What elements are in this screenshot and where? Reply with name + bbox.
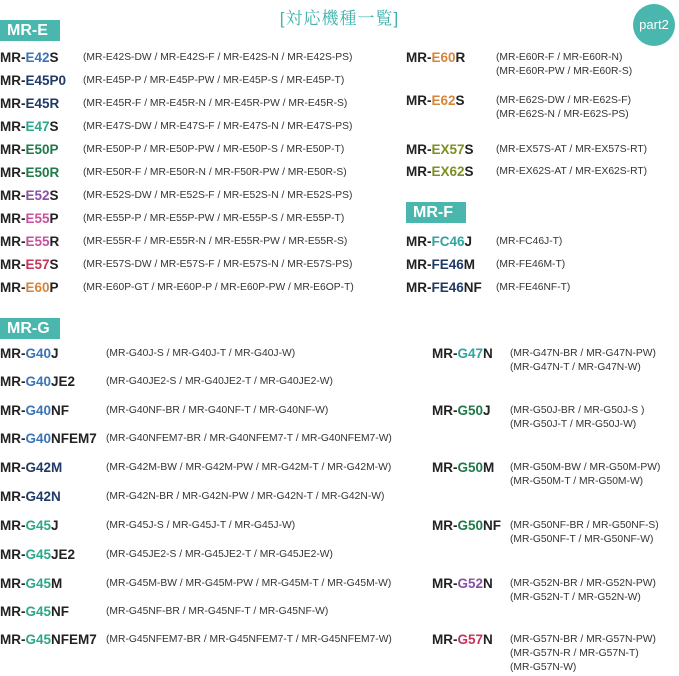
variant-line: (MR-G45NF-BR / MR-G45NF-T / MR-G45NF-W) — [106, 606, 329, 617]
variant-line: (MR-G50NF-T / MR-G50NF-W) — [510, 534, 654, 545]
model-number: E52 — [25, 188, 50, 203]
model-number: G52 — [457, 576, 484, 591]
model-name — [0, 165, 59, 180]
model-name — [0, 374, 75, 389]
model-suffix: M — [51, 576, 63, 591]
model-number: G40 — [25, 346, 52, 361]
model-prefix: MR- — [406, 142, 432, 157]
model-variants — [106, 461, 391, 475]
model-suffix: M — [463, 257, 476, 272]
model-suffix: S — [49, 119, 59, 134]
model-prefix: MR- — [0, 346, 26, 361]
model-number: E55 — [25, 234, 50, 249]
section-mr-g: MR-G — [0, 318, 60, 339]
model-suffix: P — [49, 280, 59, 295]
model-number: G45 — [25, 547, 52, 562]
variant-line: (MR-G40JE2-S / MR-G40JE2-T / MR-G40JE2-W) — [106, 376, 333, 387]
model-prefix: MR- — [0, 73, 26, 88]
section-mr-f: MR-F — [406, 202, 466, 223]
model-name — [432, 403, 491, 418]
model-name — [0, 604, 69, 619]
model-variants — [106, 519, 295, 533]
model-variants — [106, 633, 392, 647]
model-name — [432, 460, 494, 475]
model-name — [0, 73, 66, 88]
variant-line: (MR-G40NFEM7-BR / MR-G40NFEM7-T / MR-G40NFEM7-W) — [106, 433, 392, 444]
model-prefix: MR- — [0, 403, 26, 418]
model-variants — [83, 258, 352, 272]
model-suffix: S — [49, 188, 59, 203]
model-suffix: NFEM7 — [51, 431, 97, 446]
variant-line: (MR-G50M-BW / MR-G50M-PW) — [510, 462, 661, 473]
model-prefix: MR- — [0, 460, 26, 475]
model-name — [406, 50, 465, 65]
variant-line: (MR-E60P-GT / MR-E60P-P / MR-E60P-PW / MR-E6OP-T) — [83, 282, 354, 293]
model-prefix: MR- — [0, 632, 26, 647]
model-name — [0, 403, 69, 418]
model-prefix: MR- — [0, 119, 26, 134]
model-suffix: NF — [483, 518, 502, 533]
model-prefix: MR- — [432, 518, 458, 533]
model-name — [0, 346, 59, 361]
model-variants — [106, 432, 392, 446]
model-suffix: P — [49, 211, 59, 226]
model-prefix: MR- — [0, 96, 26, 111]
model-number: G47 — [457, 346, 484, 361]
variant-line: (MR-E55P-P / MR-E55P-PW / MR-E55P-S / MR-E55P-T) — [83, 213, 345, 224]
model-prefix: MR- — [406, 93, 432, 108]
model-name — [0, 257, 59, 272]
model-name — [0, 50, 59, 65]
variant-line: (MR-E50R-F / MR-E50R-N / MR-F50R-PW / MR-E50R-S) — [83, 167, 347, 178]
variant-line: (MR-G57N-W) — [510, 662, 577, 673]
model-suffix: NF — [463, 280, 482, 295]
variant-line: (MR-G45J-S / MR-G45J-T / MR-G45J-W) — [106, 520, 296, 531]
model-suffix: S — [464, 142, 474, 157]
model-name — [406, 164, 474, 179]
variant-line: (MR-EX62S-AT / MR-EX62S-RT) — [496, 166, 648, 177]
model-variants — [83, 212, 344, 226]
variant-line: (MR-FE46M-T) — [496, 259, 566, 270]
model-number: G42N — [25, 489, 61, 504]
model-name — [0, 119, 59, 134]
model-variants — [106, 577, 391, 591]
variant-line: (MR-G42M-BW / MR-G42M-PW / MR-G42M-T / MR-G42M-W) — [106, 462, 392, 473]
model-name — [0, 234, 59, 249]
model-suffix: S — [49, 257, 59, 272]
model-number: E60 — [25, 280, 50, 295]
model-name — [406, 234, 472, 249]
variant-line: (MR-FC46J-T) — [496, 236, 563, 247]
model-prefix: MR- — [0, 50, 26, 65]
model-name — [0, 518, 59, 533]
model-number: G42M — [25, 460, 63, 475]
model-number: E45R — [25, 96, 60, 111]
model-prefix: MR- — [0, 165, 26, 180]
model-prefix: MR- — [406, 257, 432, 272]
model-name — [0, 280, 59, 295]
model-prefix: MR- — [0, 188, 26, 203]
model-prefix: MR- — [432, 346, 458, 361]
model-name — [406, 280, 482, 295]
variant-line: (MR-E42S-DW / MR-E42S-F / MR-E42S-N / MR-E42S-PS) — [83, 52, 353, 63]
model-number: G50 — [457, 403, 484, 418]
model-variants — [510, 347, 656, 375]
model-name — [432, 632, 493, 647]
model-number: G50 — [457, 518, 484, 533]
model-suffix: N — [483, 576, 493, 591]
model-variants — [496, 143, 647, 157]
model-prefix: MR- — [406, 50, 432, 65]
model-name — [406, 142, 474, 157]
model-number: EX57 — [431, 142, 465, 157]
model-number: EX62 — [431, 164, 465, 179]
model-number: E60 — [431, 50, 456, 65]
model-variants — [496, 51, 632, 79]
model-variants — [510, 461, 660, 489]
model-variants — [83, 120, 352, 134]
model-variants — [496, 258, 565, 272]
model-name — [0, 211, 59, 226]
model-suffix: JE2 — [51, 547, 76, 562]
model-suffix: NFEM7 — [51, 632, 97, 647]
model-number: G40 — [25, 374, 52, 389]
model-prefix: MR- — [432, 403, 458, 418]
model-prefix: MR- — [432, 632, 458, 647]
model-suffix: R — [455, 50, 466, 65]
variant-line: (MR-E60R-F / MR-E60R-N) — [496, 52, 623, 63]
model-number: G50 — [457, 460, 484, 475]
model-suffix: J — [51, 518, 59, 533]
variant-line: (MR-G52N-T / MR-G52N-W) — [510, 592, 641, 603]
model-suffix: R — [49, 234, 60, 249]
model-variants — [106, 605, 328, 619]
variant-line: (MR-EX57S-AT / MR-EX57S-RT) — [496, 144, 648, 155]
model-suffix: J — [483, 403, 491, 418]
model-suffix: N — [483, 632, 493, 647]
model-prefix: MR- — [406, 164, 432, 179]
model-prefix: MR- — [0, 576, 26, 591]
model-variants — [496, 94, 631, 122]
model-variants — [510, 633, 656, 675]
model-number: G40 — [25, 403, 52, 418]
variant-line: (MR-G45M-BW / MR-G45M-PW / MR-G45M-T / MR-G45M-W) — [106, 578, 392, 589]
model-number: FE46 — [431, 257, 464, 272]
model-prefix: MR- — [432, 460, 458, 475]
model-variants — [106, 347, 295, 361]
variant-line: (MR-G47N-BR / MR-G47N-PW) — [510, 348, 656, 359]
variant-line: (MR-G50M-T / MR-G50M-W) — [510, 476, 644, 487]
model-variants — [83, 235, 347, 249]
model-number: G40 — [25, 431, 52, 446]
model-number: G45 — [25, 518, 52, 533]
model-variants — [510, 577, 656, 605]
model-number: G45 — [25, 632, 52, 647]
variant-line: (MR-G52N-BR / MR-G52N-PW) — [510, 578, 656, 589]
variant-line: (MR-E52S-DW / MR-E52S-F / MR-E52S-N / MR-E52S-PS) — [83, 190, 353, 201]
model-variants — [106, 490, 384, 504]
model-variants — [83, 166, 347, 180]
model-number: FC46 — [431, 234, 465, 249]
model-name — [0, 142, 59, 157]
model-prefix: MR- — [406, 234, 432, 249]
model-number: E55 — [25, 211, 50, 226]
model-number: E50P — [25, 142, 59, 157]
model-suffix: NF — [51, 403, 70, 418]
model-suffix: J — [464, 234, 473, 249]
section-mr-e: MR-E — [0, 20, 60, 41]
model-prefix: MR- — [0, 604, 26, 619]
model-number: E45P0 — [25, 73, 67, 88]
variant-line: (MR-G50NF-BR / MR-G50NF-S) — [510, 520, 659, 531]
variant-line: (MR-G57N-R / MR-G57N-T) — [510, 648, 639, 659]
model-number: E50R — [25, 165, 60, 180]
variant-line: (MR-G45JE2-S / MR-G45JE2-T / MR-G45JE2-W) — [106, 549, 333, 560]
variant-line: (MR-G47N-T / MR-G47N-W) — [510, 362, 641, 373]
variant-line: (MR-E62S-DW / MR-E62S-F) — [496, 95, 632, 106]
model-variants — [83, 97, 347, 111]
model-variants — [106, 548, 333, 562]
model-variants — [106, 404, 328, 418]
model-variants — [496, 281, 570, 295]
variant-line: (MR-E47S-DW / MR-E47S-F / MR-E47S-N / MR-E47S-PS) — [83, 121, 353, 132]
model-name — [406, 93, 465, 108]
variant-line: (MR-G57N-BR / MR-G57N-PW) — [510, 634, 656, 645]
model-name — [0, 632, 97, 647]
model-name — [432, 346, 493, 361]
variant-line: (MR-G40J-S / MR-G40J-T / MR-G40J-W) — [106, 348, 296, 359]
model-name — [0, 489, 61, 504]
model-number: E47 — [25, 119, 50, 134]
model-name — [0, 96, 59, 111]
model-number: FE46 — [431, 280, 464, 295]
variant-line: (MR-G50J-BR / MR-G50J-S ) — [510, 405, 645, 416]
model-variants — [510, 404, 644, 432]
model-name — [0, 576, 62, 591]
model-variants — [83, 281, 354, 295]
model-name — [0, 547, 75, 562]
model-variants — [83, 189, 352, 203]
model-prefix: MR- — [0, 142, 26, 157]
model-suffix: S — [464, 164, 474, 179]
model-variants — [83, 143, 344, 157]
model-variants — [496, 235, 562, 249]
model-name — [432, 576, 493, 591]
model-prefix: MR- — [0, 280, 26, 295]
variant-line: (MR-E50P-P / MR-E50P-PW / MR-E50P-S / MR-E50P-T) — [83, 144, 345, 155]
model-variants — [510, 519, 659, 547]
model-number: E62 — [431, 93, 456, 108]
part-badge: part2 — [633, 4, 675, 46]
model-name — [0, 188, 59, 203]
model-name — [432, 518, 501, 533]
variant-line: (MR-E62S-N / MR-E62S-PS) — [496, 109, 629, 120]
model-suffix: JE2 — [51, 374, 76, 389]
model-prefix: MR- — [0, 257, 26, 272]
model-prefix: MR- — [0, 547, 26, 562]
variant-line: (MR-E57S-DW / MR-E57S-F / MR-E57S-N / MR-E57S-PS) — [83, 259, 353, 270]
model-suffix: S — [455, 93, 465, 108]
model-name — [0, 460, 62, 475]
variant-line: (MR-G40NF-BR / MR-G40NF-T / MR-G40NF-W) — [106, 405, 329, 416]
model-variants — [106, 375, 333, 389]
variant-line: (MR-FE46NF-T) — [496, 282, 571, 293]
variant-line: (MR-E45P-P / MR-E45P-PW / MR-E45P-S / MR-E45P-T) — [83, 75, 345, 86]
variant-line: (MR-G50J-T / MR-G50J-W) — [510, 419, 637, 430]
variant-line: (MR-G45NFEM7-BR / MR-G45NFEM7-T / MR-G45NFEM7-W) — [106, 634, 392, 645]
model-suffix: J — [51, 346, 59, 361]
variant-line: (MR-G42N-BR / MR-G42N-PW / MR-G42N-T / MR-G42N-W) — [106, 491, 385, 502]
variant-line: (MR-E60R-PW / MR-E60R-S) — [496, 66, 633, 77]
model-prefix: MR- — [0, 431, 26, 446]
model-number: G45 — [25, 604, 52, 619]
model-suffix: N — [483, 346, 493, 361]
model-name — [406, 257, 475, 272]
model-name — [0, 431, 97, 446]
variant-line: (MR-E45R-F / MR-E45R-N / MR-E45R-PW / MR-E45R-S) — [83, 98, 348, 109]
model-prefix: MR- — [432, 576, 458, 591]
model-variants — [83, 74, 344, 88]
model-variants — [83, 51, 352, 65]
model-number: G45 — [25, 576, 52, 591]
model-prefix: MR- — [0, 374, 26, 389]
page-title: [対応機種一覧] — [279, 9, 400, 28]
model-prefix: MR- — [0, 489, 26, 504]
model-number: G57 — [457, 632, 484, 647]
model-suffix: M — [483, 460, 495, 475]
model-suffix: S — [49, 50, 59, 65]
variant-line: (MR-E55R-F / MR-E55R-N / MR-E55R-PW / MR-E55R-S) — [83, 236, 348, 247]
model-prefix: MR- — [406, 280, 432, 295]
model-variants — [496, 165, 647, 179]
model-prefix: MR- — [0, 234, 26, 249]
model-number: E57 — [25, 257, 50, 272]
model-prefix: MR- — [0, 211, 26, 226]
model-prefix: MR- — [0, 518, 26, 533]
model-suffix: NF — [51, 604, 70, 619]
model-number: E42 — [25, 50, 50, 65]
